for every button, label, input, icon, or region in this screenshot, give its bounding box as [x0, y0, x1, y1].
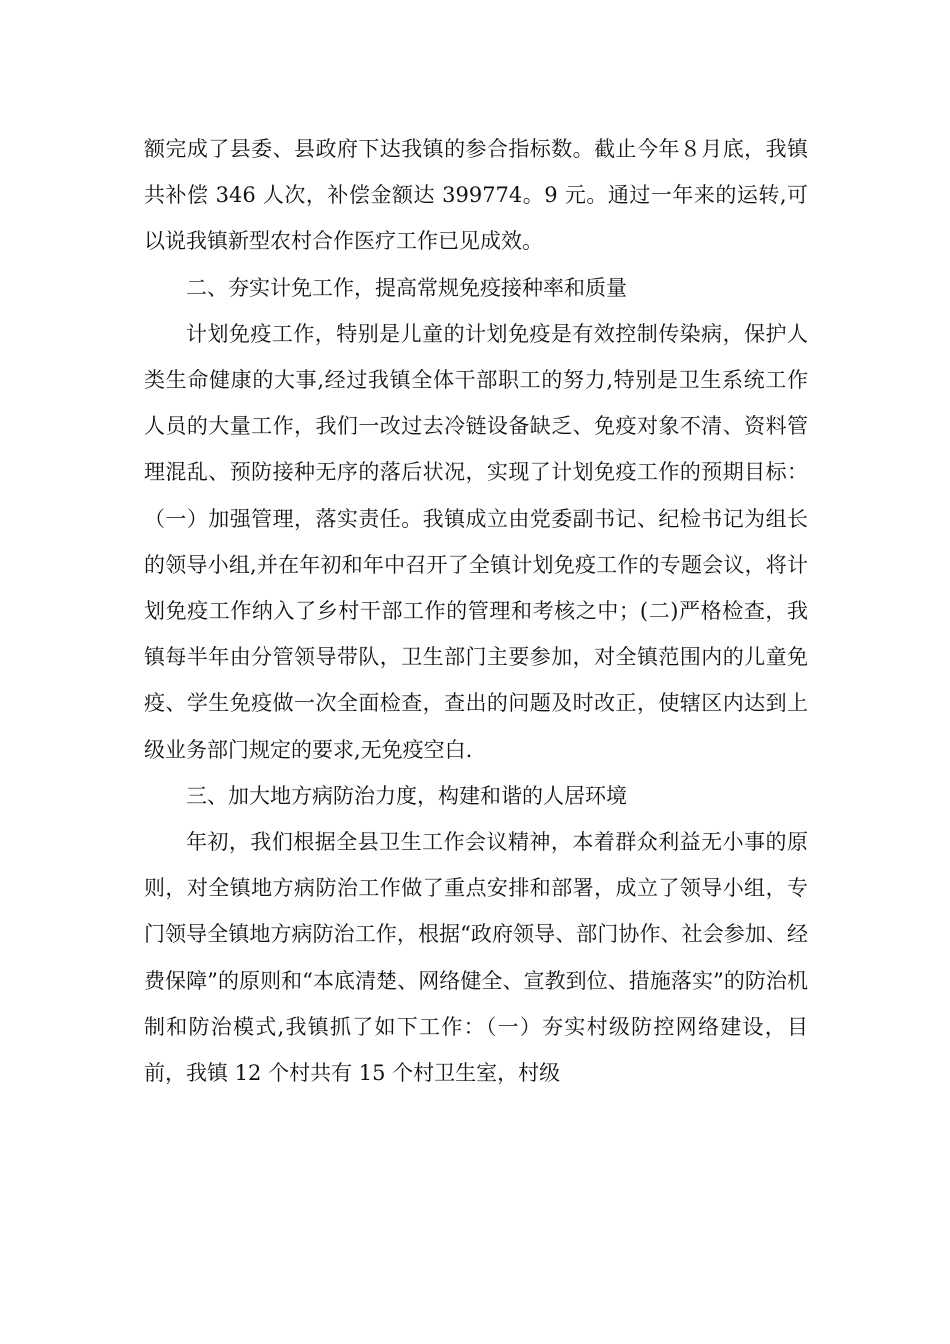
paragraph-continuation: 额完成了县委、县政府下达我镇的参合指标数。截止今年８月底，我镇共补偿 346 人次，补偿金额达 399774。9 元。通过一年来的运转,可以说我镇新型农村合作医疗工作已见成效。 [144, 137, 808, 254]
paragraph-immunization: 计划免疫工作，特别是儿童的计划免疫是有效控制传染病，保护人类生命健康的大事,经过我镇全体干部职工的努力,特别是卫生系统工作人员的大量工作，我们一改过去冷链设备缺乏、免疫对象不清、资料管理混乱、预防接种无序的落后状况，实现了计划免疫工作的预期目标：（一）加强管理，落实责任。我镇成立由党委副书记、纪检书记为组长的领导小组,并在年初和年中召开了全镇计划免疫工作的专题会议，将计划免疫工作纳入了乡村干部工作的管理和考核之中；(二)严格检查，我镇每半年由分管领导带队，卫生部门主要参加，对全镇范围内的儿童免疫、学生免疫做一次全面检查，查出的问题及时改正，使辖区内达到上级业务部门规定的要求,无免疫空白. [144, 321, 808, 762]
document-body [144, 126, 808, 1096]
section-heading-2: 二、夯实计免工作，提高常规免疫接种率和质量 [186, 275, 627, 300]
paragraph-endemic-disease: 年初，我们根据全县卫生工作会议精神，本着群众利益无小事的原则，对全镇地方病防治工作做了重点安排和部署，成立了领导小组，专门领导全镇地方病防治工作，根据“政府领导、部门协作、社会参加、经费保障”的原则和“本底清楚、网络健全、宣教到位、措施落实”的防治机制和防治模式,我镇抓了如下工作：（一）夯实村级防控网络建设，目前，我镇 12 个村共有 15 个村卫生室，村级 [144, 830, 808, 1086]
section-heading-3: 三、加大地方病防治力度，构建和谐的人居环境 [186, 783, 627, 808]
